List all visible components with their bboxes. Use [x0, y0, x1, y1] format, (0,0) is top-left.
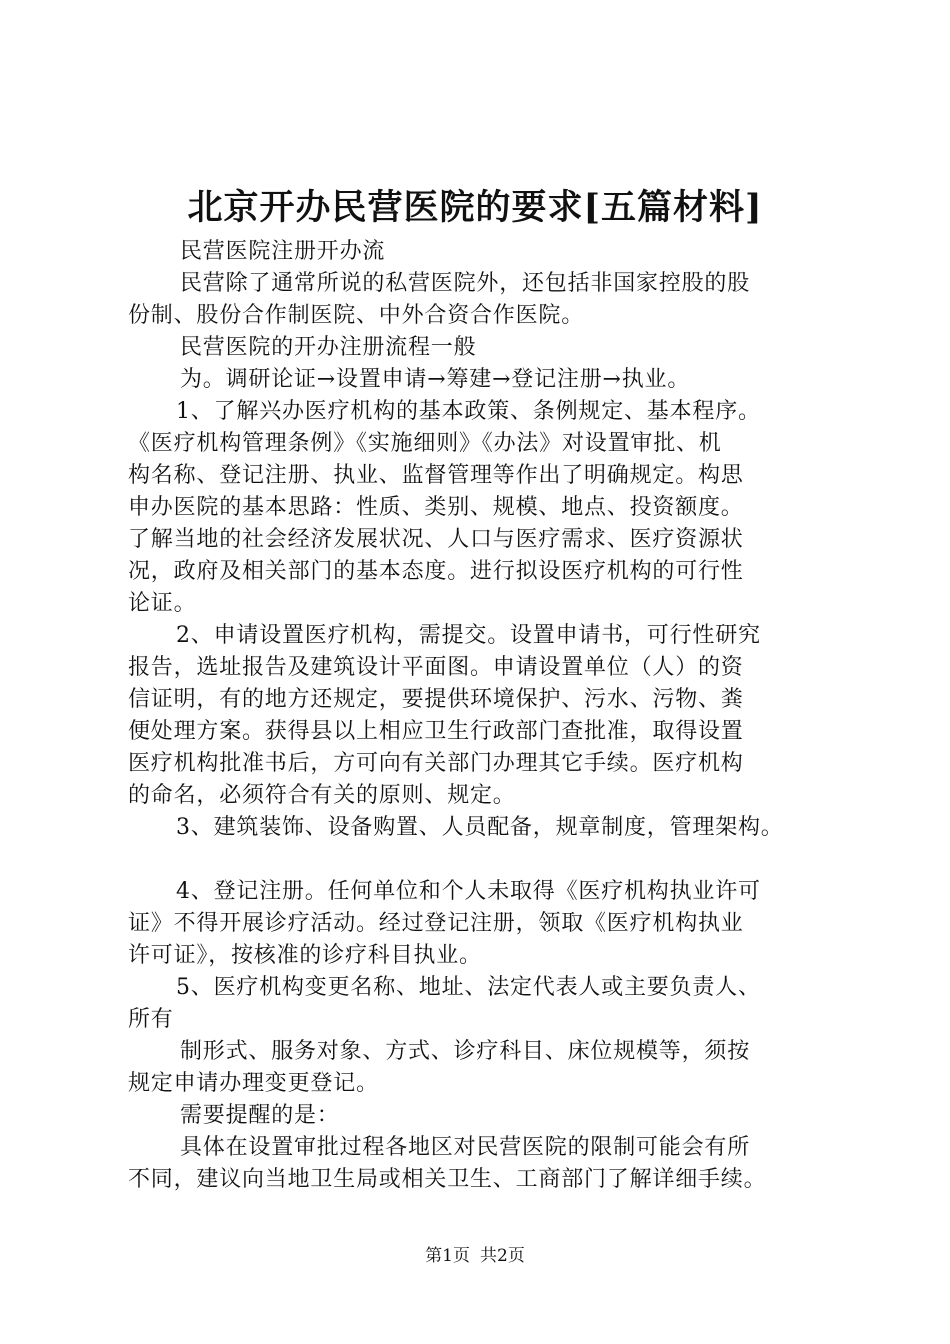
- paragraph-line: 具体在设置审批过程各地区对民营医院的限制可能会有所: [180, 1135, 751, 1160]
- paragraph-line: 4、登记注册。任何单位和个人未取得《医疗机构执业许可: [176, 879, 761, 904]
- paragraph-line: 证》不得开展诊疗活动。经过登记注册，领取《医疗机构执业: [128, 911, 744, 936]
- page-footer: [0, 1244, 950, 1268]
- paragraph-line: 2、申请设置医疗机构，需提交。设置申请书，可行性研究: [176, 623, 761, 648]
- paragraph-line: 不同，建议向当地卫生局或相关卫生、工商部门了解详细手续。: [128, 1167, 767, 1192]
- paragraph-line: 1、了解兴办医疗机构的基本政策、条例规定、基本程序。: [176, 399, 761, 424]
- paragraph-line: 制形式、服务对象、方式、诊疗科目、床位规模等，须按: [180, 1039, 751, 1064]
- paragraph-line: 3、建筑装饰、设备购置、人员配备，规章制度，管理架构。: [176, 815, 784, 840]
- paragraph-line: 所有: [128, 1007, 174, 1032]
- paragraph-line: 了解当地的社会经济发展状况、人口与医疗需求、医疗资源状: [128, 527, 744, 552]
- paragraph-line: 信证明，有的地方还规定，要提供环境保护、污水、污物、粪: [128, 687, 744, 712]
- paragraph-gap: [128, 844, 858, 876]
- paragraph-line: 况，政府及相关部门的基本态度。进行拟设医疗机构的可行性: [128, 559, 744, 584]
- paragraph-line: 便处理方案。获得县以上相应卫生行政部门查批准，取得设置: [128, 719, 744, 744]
- paragraph-line: 论证。: [128, 591, 197, 616]
- paragraph-line: 民营除了通常所说的私营医院外，还包括非国家控股的股: [180, 271, 751, 296]
- paragraph-line: 需要提醒的是：: [180, 1103, 340, 1128]
- paragraph-line: 许可证》，按核准的诊疗科目执业。: [128, 943, 482, 968]
- paragraph-line: 民营医院注册开办流: [180, 239, 386, 264]
- document-title: 北京开办民营医院的要求[五篇材料]: [187, 187, 763, 228]
- paragraph-line: 报告，选址报告及建筑设计平面图。申请设置单位（人）的资: [128, 655, 744, 680]
- paragraph-line: 的命名，必须符合有关的原则、规定。: [128, 783, 516, 808]
- page-count: 共2页: [480, 1246, 525, 1266]
- page-number: 第1页: [425, 1246, 470, 1266]
- paragraph-line: 构名称、登记注册、执业、监督管理等作出了明确规定。构思: [128, 463, 744, 488]
- paragraph-line: 规定申请办理变更登记。: [128, 1071, 379, 1096]
- paragraph-line: 5、医疗机构变更名称、地址、法定代表人或主要负责人、: [176, 975, 761, 1000]
- paragraph-line: 份制、股份合作制医院、中外合资合作医院。: [128, 303, 585, 328]
- paragraph-line: 《医疗机构管理条例》《实施细则》《办法》对设置审批、机: [128, 431, 722, 456]
- paragraph-line: 为。调研论证→设置申请→筹建→登记注册→执业。: [180, 367, 691, 392]
- document-body: [128, 236, 858, 1196]
- paragraph-line: 申办医院的基本思路：性质、类别、规模、地点、投资额度。: [128, 495, 744, 520]
- paragraph-line: 民营医院的开办注册流程一般: [180, 335, 477, 360]
- paragraph-line: 医疗机构批准书后，方可向有关部门办理其它手续。医疗机构: [128, 751, 744, 776]
